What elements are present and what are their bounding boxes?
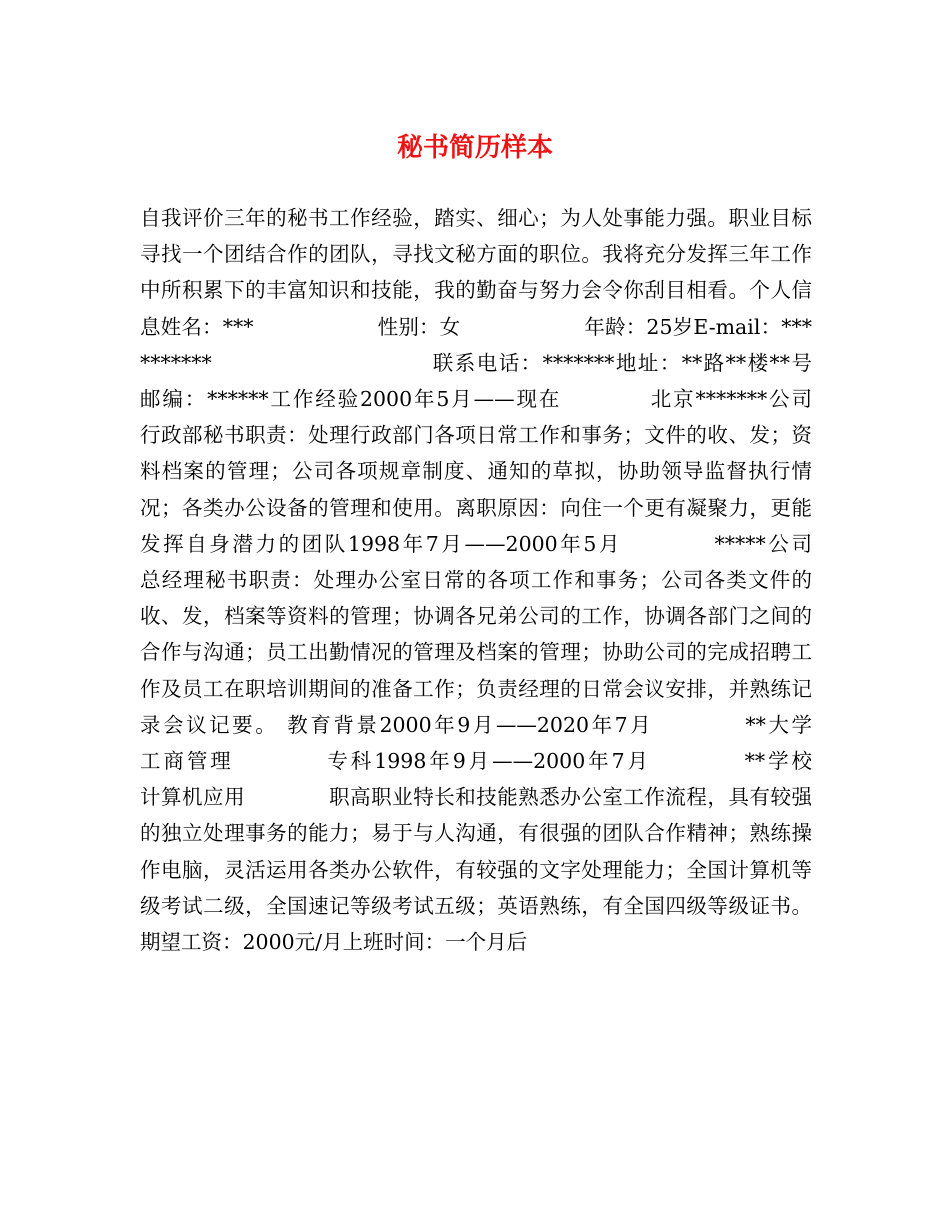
document-title: 秘书简历样本 (396, 133, 553, 163)
document-body-paragraph: 自我评价三年的秘书工作经验，踏实、细心；为人处事能力强。职业目标寻找一个团结合作的团队，寻找文秘方面的职位。我将充分发挥三年工作中所积累下的丰富知识和技能，我的勤奋与努力会令你刮目相看。个人信息姓名：*** 性别：女 年龄：25岁E-mail：********** 联系电话：*******地址：**路**楼**号 邮编：******工作经验2000年5月——现在 北京*******公司 行政部秘书职责：处理行政部门各项日常工作和事务；文件的收、发；资料档案的管理；公司各项规章制度、通知的草拟，协助领导监督执行情况；各类办公设备的管理和使用。离职原因：向住一个更有凝聚力，更能发挥自身潜力的团队1998年7月——2000年5月 *****公司 总经理秘书职责：处理办公室日常的各项工作和事务；公司各类文件的收、发，档案等资料的管理；协调各兄弟公司的工作，协调各部门之间的合作与沟通；员工出勤情况的管理及档案的管理；协助公司的完成招聘工作及员工在职培训期间的准备工作；负责经理的日常会议安排，并熟练记录会议记要。 教育背景2000年9月——2020年7月 **大学 工商管理 专科1998年9月——2000年7月 **学校 计算机应用 职高职业特长和技能熟悉办公室工作流程，具有较强的独立处理事务的能力；易于与人沟通，有很强的团队合作精神；熟练操作电脑，灵活运用各类办公软件，有较强的文字处理能力；全国计算机等级考试二级，全国速记等级考试五级；英语熟练，有全国四级等级证书。期望工资：2000元/月上班时间：一个月后 (140, 206, 894, 955)
